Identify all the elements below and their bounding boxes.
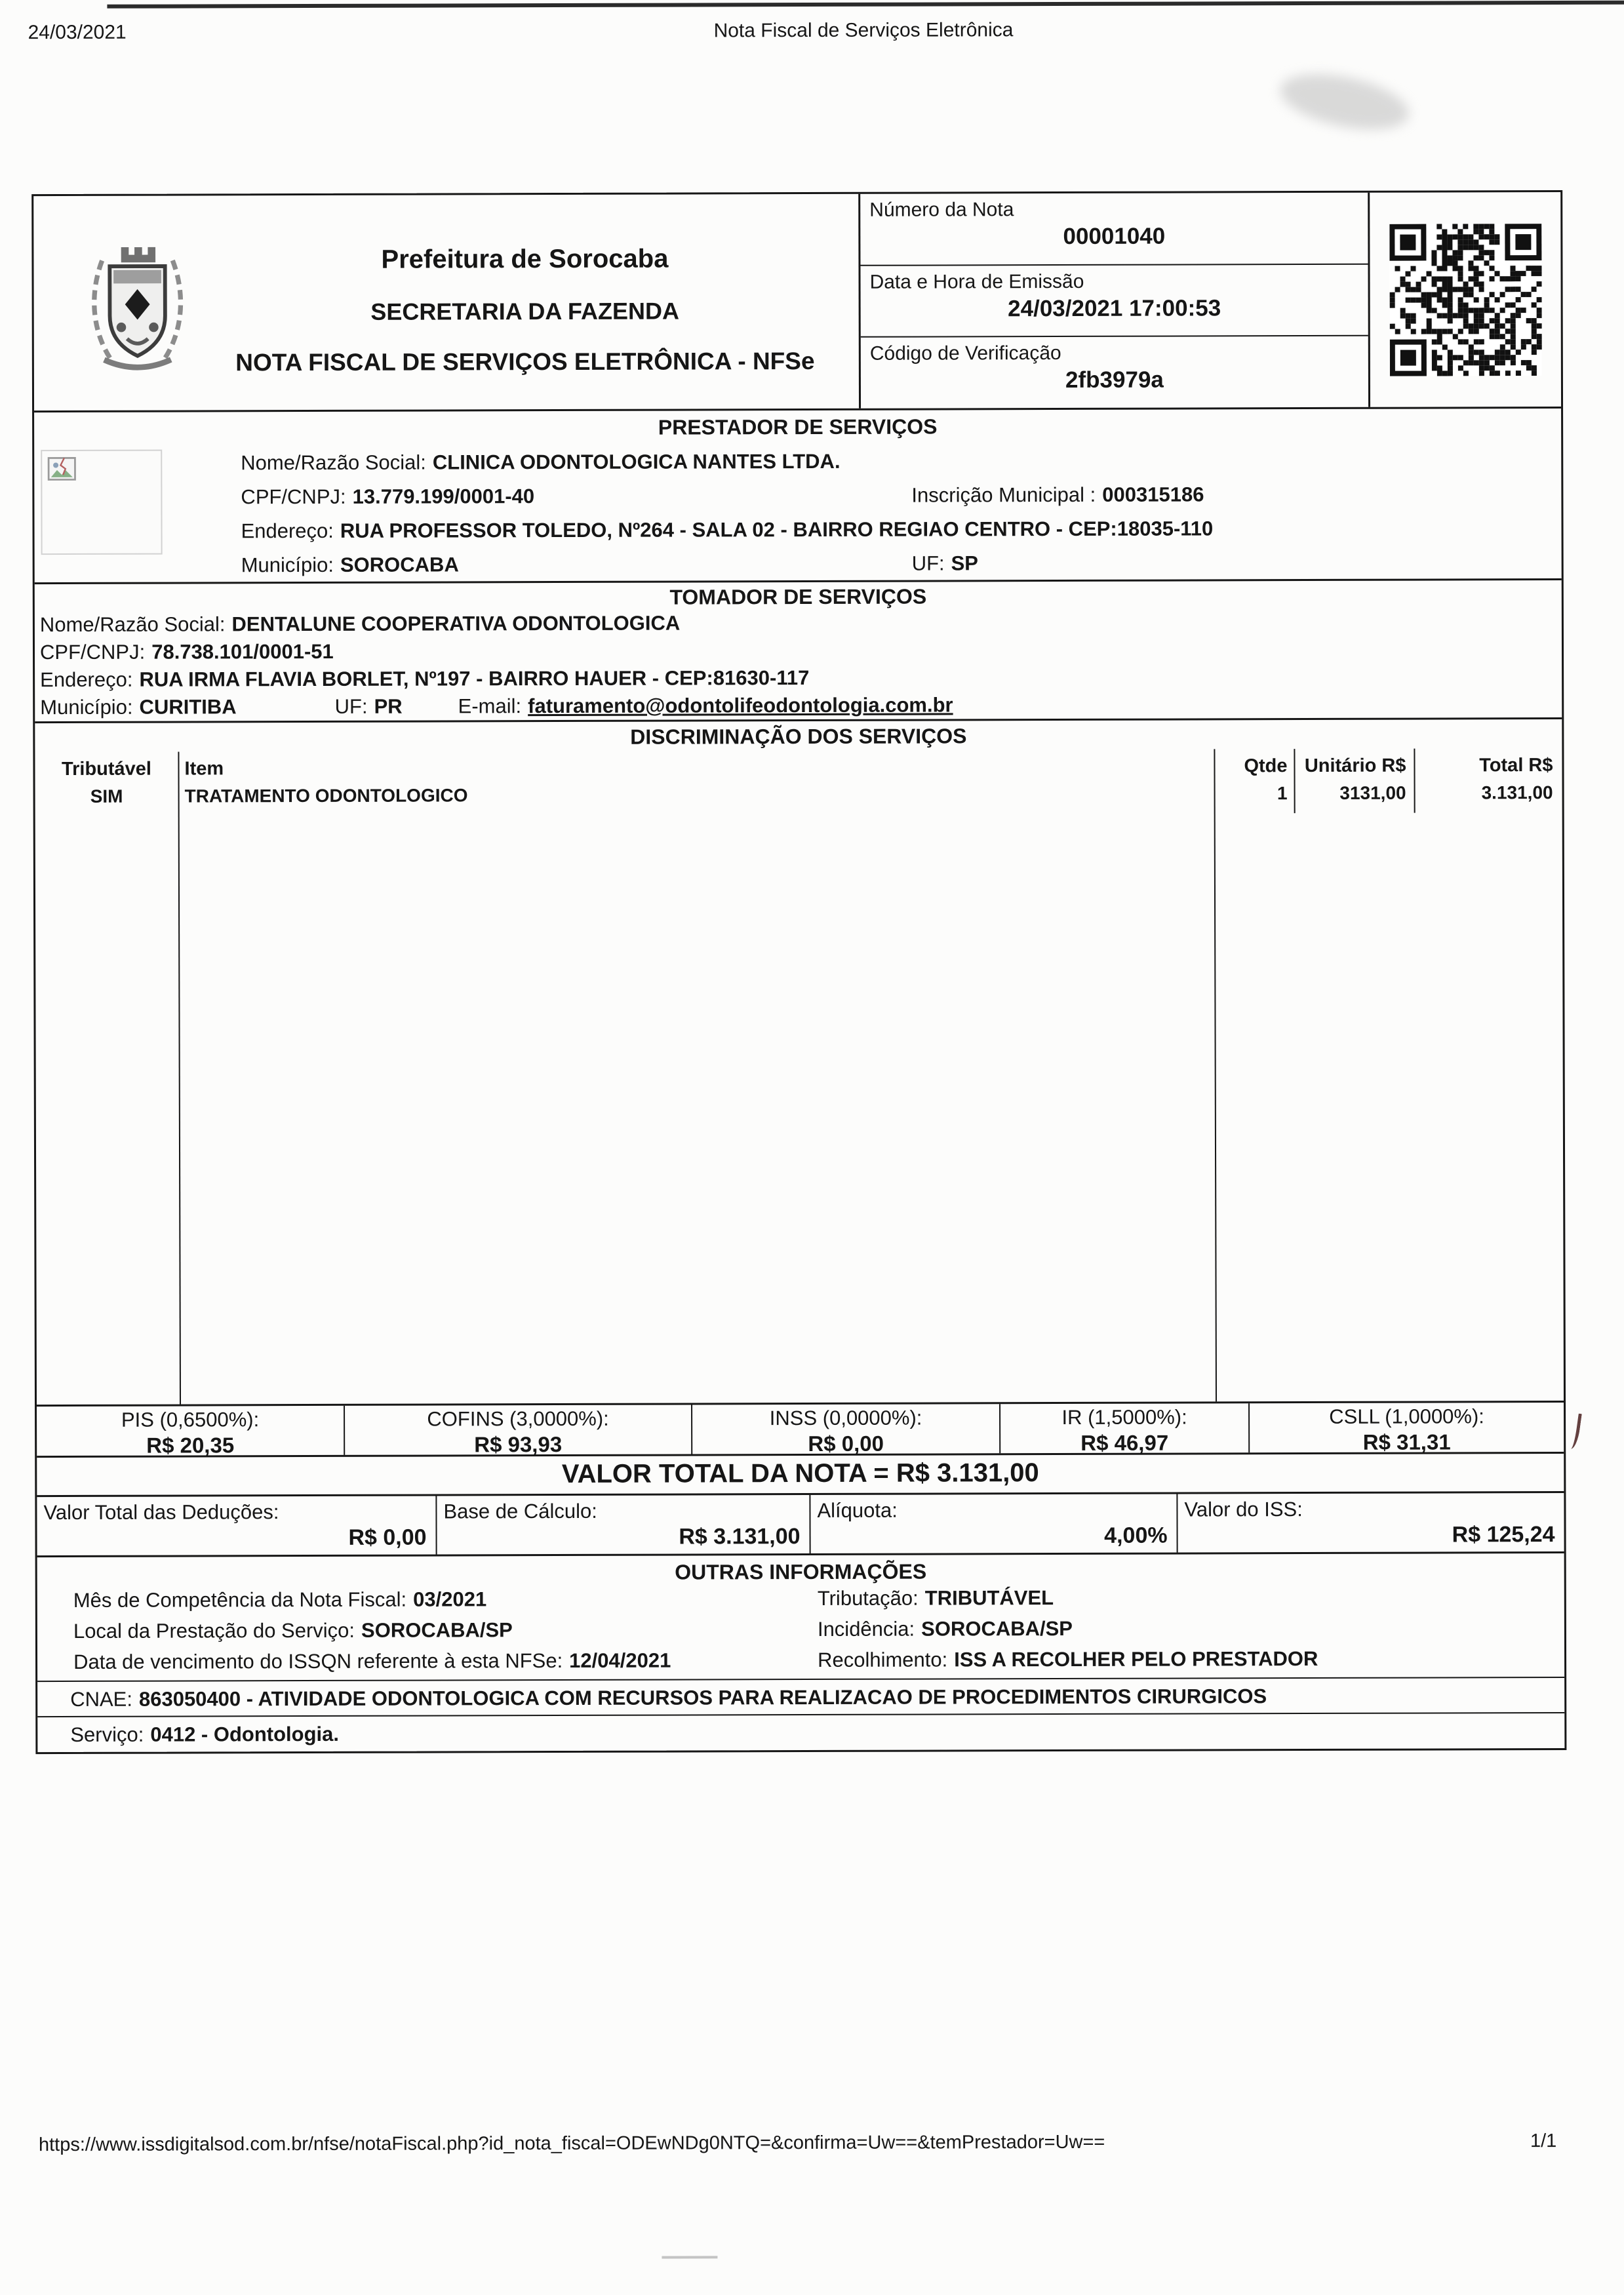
field-label: Data de vencimento do ISSQN referente à esta NFSe: (73, 1648, 563, 1673)
nota-number-value: 00001040 (1063, 223, 1166, 249)
verification-code-value: 2fb3979a (1065, 367, 1164, 393)
scan-artifact-bottom-mark (662, 2256, 717, 2258)
field-label: Tributação: (817, 1586, 919, 1610)
prestador-cnpj-row (241, 482, 1556, 519)
servicos-table-header (35, 748, 1562, 786)
prestador-uf-group (912, 551, 978, 575)
field-label: UF: (911, 551, 945, 575)
imposto-label: IR (1,5000%): (1061, 1405, 1187, 1429)
field-label: Local da Prestação do Serviço: (73, 1618, 355, 1643)
tomador-section (35, 580, 1562, 723)
calc-label: Alíquota: (817, 1498, 898, 1522)
calc-value: R$ 3.131,00 (679, 1524, 801, 1549)
outras-item (73, 1649, 671, 1674)
row-item: TRATAMENTO ODONTOLOGICO (184, 785, 468, 807)
field-label: Nome/Razão Social: (39, 612, 226, 637)
calc-value: R$ 125,24 (1452, 1522, 1555, 1547)
row-qtde: 1 (1277, 783, 1288, 804)
emission-datetime-label: Data e Hora de Emissão (869, 270, 1084, 293)
prestador-nome-row (241, 448, 1556, 485)
servicos-title: DISCRIMINAÇÃO DOS SERVIÇOS (630, 724, 967, 749)
tomador-municipio-group (40, 695, 237, 723)
table-divider (178, 752, 181, 1405)
outras-item (818, 1617, 1073, 1641)
calculo-row (37, 1493, 1564, 1557)
servicos-section (35, 719, 1564, 1407)
imposto-inss-cell (691, 1404, 999, 1454)
field-label: Mês de Competência da Nota Fiscal: (73, 1587, 407, 1612)
emission-datetime-value: 24/03/2021 17:00:53 (1008, 295, 1221, 321)
verification-code-cell (861, 335, 1368, 409)
imposto-value: R$ 93,93 (474, 1432, 563, 1457)
invoice-header-left (33, 194, 859, 410)
print-footer-page-number: 1/1 (1530, 2130, 1557, 2152)
nfse-invoice (31, 190, 1566, 1754)
imposto-pis-cell (37, 1406, 344, 1456)
imposto-value: R$ 20,35 (146, 1433, 235, 1458)
impostos-row (37, 1403, 1564, 1458)
tomador-municipio-row (40, 692, 1556, 723)
verification-code-label: Código de Verificação (869, 342, 1061, 365)
scan-artifact-smudge (1275, 64, 1414, 139)
calc-value: R$ 0,00 (348, 1525, 427, 1550)
cnae-value: 863050400 - ATIVIDADE ODONTOLOGICA COM RECURSOS PARA REALIZACAO DE PROCEDIMENTOS CIRURGICOS (138, 1685, 1267, 1711)
print-footer-url: https://www.issdigitalsod.com.br/nfse/notaFiscal.php?id_nota_fiscal=ODEwNDg0NTQ=&confirma=Uw==&temPrestador=Uw== (38, 2131, 1105, 2156)
prestador-cnpj: 13.779.199/0001-40 (352, 485, 535, 508)
row-tributavel: SIM (90, 786, 123, 807)
print-header-date: 24/03/2021 (28, 21, 127, 44)
outras-item (73, 1618, 513, 1643)
field-label: Inscrição Municipal : (911, 483, 1096, 507)
table-divider (1214, 749, 1217, 1401)
field-value: TRIBUTÁVEL (924, 1586, 1054, 1610)
tomador-endereco: RUA IRMA FLAVIA BORLET, Nº197 - BAIRRO HAUER - CEP:81630-117 (139, 666, 810, 691)
tomador-cnpj: 78.738.101/0001-51 (151, 639, 334, 664)
field-label: CPF/CNPJ: (241, 485, 346, 509)
imposto-csll-cell (1248, 1403, 1564, 1452)
broken-image-icon (47, 456, 76, 481)
invoice-header-fields (858, 193, 1370, 409)
tomador-nome: DENTALUNE COOPERATIVA ODONTOLOGICA (231, 611, 681, 636)
field-label: Município: (40, 695, 133, 719)
tomador-cnpj-row (40, 637, 1556, 668)
outras-title: OUTRAS INFORMAÇÕES (675, 1559, 927, 1584)
tomador-nome-row (40, 609, 1556, 641)
calc-label: Valor do ISS: (1184, 1498, 1303, 1521)
tomador-uf-group (335, 695, 403, 723)
tomador-email: faturamento@odontolifeodontologia.com.br (528, 693, 953, 718)
row-unitario: 3131,00 (1339, 782, 1406, 803)
imposto-label: CSLL (1,0000%): (1329, 1405, 1484, 1428)
tomador-municipio: CURITIBA (139, 695, 237, 719)
imposto-value: R$ 0,00 (808, 1431, 884, 1456)
col-header-total: Total R$ (1479, 754, 1553, 776)
nota-number-label: Número da Nota (869, 199, 1014, 221)
aliquota-cell (809, 1494, 1176, 1553)
calc-label: Base de Cálculo: (443, 1499, 597, 1523)
table-divider (1294, 749, 1295, 813)
calc-label: Valor Total das Deduções: (43, 1500, 279, 1525)
field-value: 12/04/2021 (569, 1648, 671, 1672)
prestador-endereco: RUA PROFESSOR TOLEDO, Nº264 - SALA 02 - BAIRRO REGIAO CENTRO - CEP:18035-110 (340, 517, 1214, 542)
field-value: ISS A RECOLHER PELO PRESTADOR (954, 1646, 1318, 1671)
valor-total-da-nota: VALOR TOTAL DA NOTA = R$ 3.131,00 (37, 1454, 1564, 1497)
deducoes-cell (37, 1496, 435, 1556)
table-row (35, 782, 1562, 816)
field-label: Endereço: (241, 519, 334, 543)
tomador-uf: PR (374, 694, 403, 718)
field-label: Serviço: (70, 1723, 144, 1746)
imposto-label: INSS (0,0000%): (769, 1406, 922, 1430)
field-label: CNAE: (70, 1687, 132, 1711)
valor-iss-cell (1176, 1493, 1564, 1553)
outras-item (818, 1586, 1054, 1610)
imposto-label: PIS (0,6500%): (121, 1408, 260, 1431)
invoice-header-qr-area (1370, 192, 1561, 407)
emission-datetime-cell (860, 263, 1368, 336)
tomador-title: TOMADOR DE SERVIÇOS (669, 584, 927, 609)
col-header-qtde: Qtde (1244, 755, 1288, 776)
outras-informacoes-section (37, 1553, 1565, 1752)
field-value: SOROCABA/SP (921, 1616, 1073, 1641)
row-total: 3.131,00 (1481, 782, 1553, 803)
qr-code (1389, 224, 1542, 376)
prestador-inscricao: 000315186 (1102, 483, 1204, 506)
prestador-endereco-row (241, 516, 1556, 553)
imposto-value: R$ 31,31 (1362, 1429, 1451, 1454)
nota-number-cell (860, 193, 1368, 265)
servico-row (37, 1712, 1564, 1752)
field-label: Endereço: (40, 668, 133, 692)
sorocaba-coat-of-arms-icon (85, 223, 190, 387)
prestador-logo-placeholder (41, 450, 162, 555)
issuer-department: SECRETARIA DA FAZENDA (370, 297, 680, 325)
prestador-municipio: SOROCABA (340, 553, 459, 576)
outras-item (73, 1587, 486, 1612)
field-label: Nome/Razão Social: (241, 450, 426, 475)
prestador-title: PRESTADOR DE SERVIÇOS (658, 414, 938, 439)
field-value: 03/2021 (413, 1587, 487, 1611)
print-header-title: Nota Fiscal de Serviços Eletrônica (713, 19, 1014, 42)
issuer-city: Prefeitura de Sorocaba (381, 244, 669, 274)
field-label: UF: (334, 694, 368, 718)
imposto-label: COFINS (3,0000%): (427, 1407, 609, 1431)
scan-artifact-pen-mark (1566, 1412, 1581, 1450)
base-calculo-cell (435, 1495, 809, 1554)
servicos-table (35, 748, 1564, 1405)
col-header-item: Item (184, 757, 224, 780)
scan-artifact-top-line (107, 1, 1624, 9)
invoice-header (33, 192, 1561, 412)
imposto-cofins-cell (344, 1405, 691, 1457)
outras-item (818, 1647, 1318, 1672)
calc-value: 4,00% (1104, 1523, 1168, 1548)
field-label: CPF/CNPJ: (39, 640, 146, 664)
prestador-uf: SP (951, 551, 979, 575)
imposto-value: R$ 46,97 (1080, 1430, 1169, 1455)
imposto-ir-cell (999, 1403, 1248, 1453)
prestador-nome: CLINICA ODONTOLOGICA NANTES LTDA. (432, 449, 841, 474)
col-header-tributavel: Tributável (61, 758, 152, 780)
field-label: Município: (241, 553, 334, 577)
tomador-endereco-row (40, 664, 1556, 696)
field-label: Recolhimento: (818, 1648, 948, 1671)
field-label: E-mail: (458, 694, 522, 718)
prestador-inscricao-group (911, 483, 1204, 507)
tomador-email-group (458, 693, 953, 722)
table-divider (1414, 749, 1415, 813)
field-label: Incidência: (817, 1617, 915, 1641)
prestador-section (34, 409, 1562, 584)
field-value: SOROCABA/SP (361, 1618, 513, 1642)
col-header-unitario: Unitário R$ (1304, 755, 1406, 776)
servico-value: 0412 - Odontologia. (150, 1722, 340, 1746)
cnae-row (37, 1677, 1564, 1716)
document-title: NOTA FISCAL DE SERVIÇOS ELETRÔNICA - NFSe (235, 347, 815, 376)
